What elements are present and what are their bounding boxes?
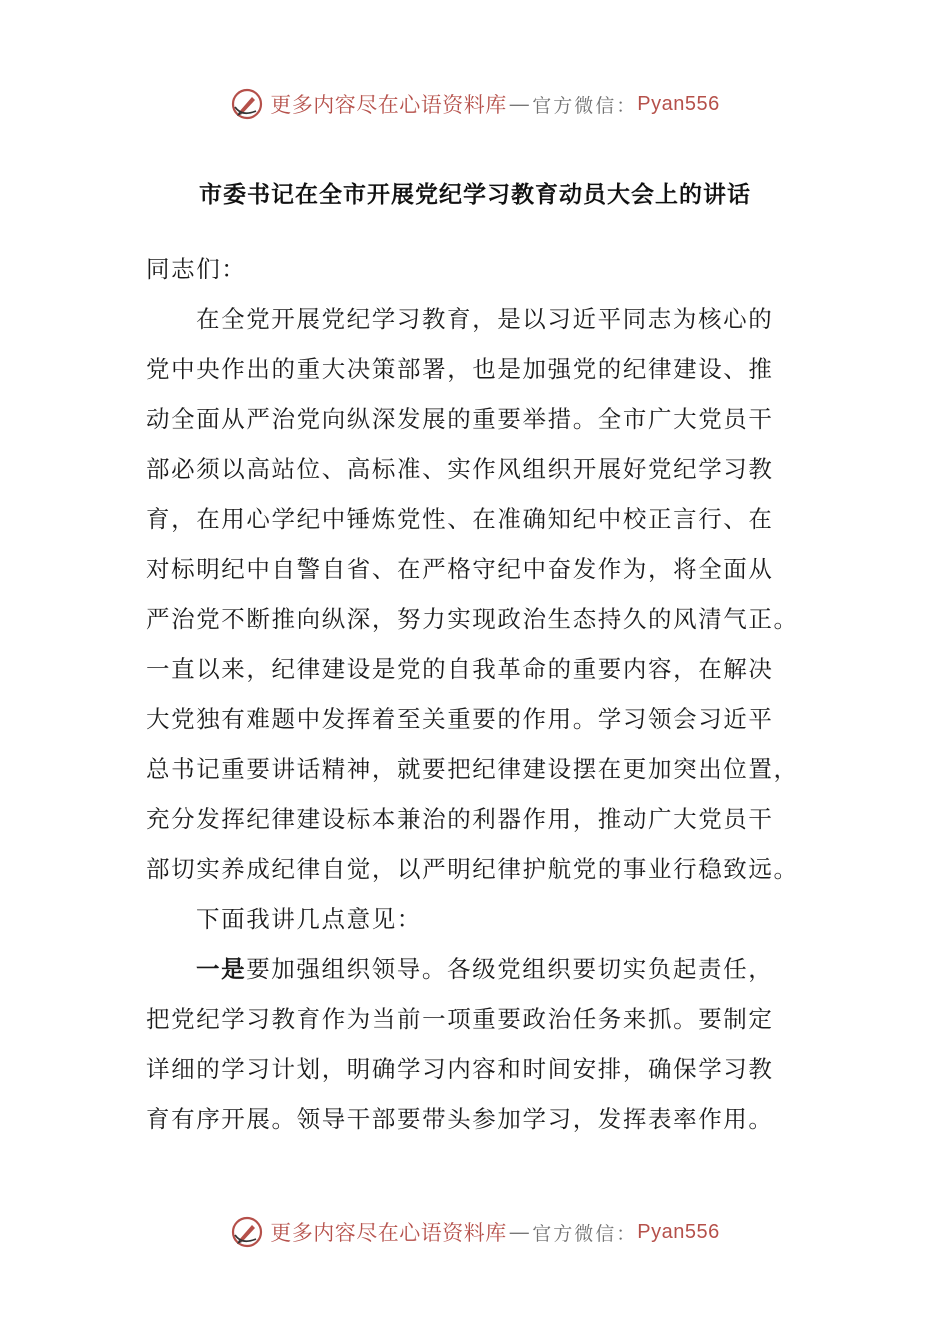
- watermark-wechat-id: Pyan556: [637, 92, 720, 115]
- point-one-text: 要加强组织领导。各级党组织要切实负起责任，: [246, 955, 774, 983]
- salutation: 同志们：: [146, 255, 247, 283]
- paragraph-line: 严治党不断推向纵深，努力实现政治生态持久的风清气正。: [146, 605, 799, 633]
- paragraph-line: 党中央作出的重大决策部署，也是加强党的纪律建设、推: [146, 355, 774, 383]
- paragraph-line: 大党独有难题中发挥着至关重要的作用。学习领会习近平: [146, 705, 774, 733]
- point-one-lead: 一是: [196, 955, 247, 983]
- paragraph-line: 充分发挥纪律建设标本兼治的利器作用，推动广大党员干: [146, 805, 774, 833]
- paragraph-line: 在全党开展党纪学习教育，是以习近平同志为核心的: [196, 305, 774, 333]
- watermark-wechat-label: 官方微信：: [532, 1222, 638, 1245]
- watermark-main-text: 更多内容尽在心语资料库: [270, 1221, 507, 1245]
- paragraph-line: 部必须以高站位、高标准、实作风组织开展好党纪学习教: [146, 455, 774, 483]
- watermark-wechat-label: 官方微信：: [532, 94, 638, 117]
- paragraph-line: 对标明纪中自警自省、在严格守纪中奋发作为，将全面从: [146, 555, 774, 583]
- watermark-main-text: 更多内容尽在心语资料库: [270, 93, 507, 117]
- pen-circle-logo-icon: [230, 87, 264, 121]
- paragraph-line: 部切实养成纪律自觉，以严明纪律护航党的事业行稳致远。: [146, 855, 799, 883]
- intro-line: 下面我讲几点意见：: [196, 905, 422, 933]
- point-one-line: [146, 944, 806, 994]
- paragraph-line: 育有序开展。领导干部要带头参加学习，发挥表率作用。: [146, 1105, 774, 1133]
- watermark-dash: —: [508, 92, 531, 116]
- paragraph-line: 总书记重要讲话精神，就要把纪律建设摆在更加突出位置，: [146, 755, 799, 783]
- document-body: [146, 244, 806, 1144]
- paragraph-line: 育，在用心学纪中锤炼党性、在准确知纪中校正言行、在: [146, 505, 774, 533]
- document-title: 市委书记在全市开展党纪学习教育动员大会上的讲话: [199, 182, 751, 208]
- watermark-wechat-id: Pyan556: [637, 1220, 720, 1243]
- paragraph-line: 详细的学习计划，明确学习内容和时间安排，确保学习教: [146, 1055, 774, 1083]
- paragraph-line: 把党纪学习教育作为当前一项重要政治任务来抓。要制定: [146, 1005, 774, 1033]
- paragraph-line: 动全面从严治党向纵深发展的重要举措。全市广大党员干: [146, 405, 774, 433]
- footer-watermark: [0, 1212, 950, 1252]
- paragraph-line: 一直以来，纪律建设是党的自我革命的重要内容，在解决: [146, 655, 774, 683]
- watermark-dash: —: [508, 1220, 531, 1244]
- header-watermark: [0, 84, 950, 124]
- pen-circle-logo-icon: [230, 1215, 264, 1249]
